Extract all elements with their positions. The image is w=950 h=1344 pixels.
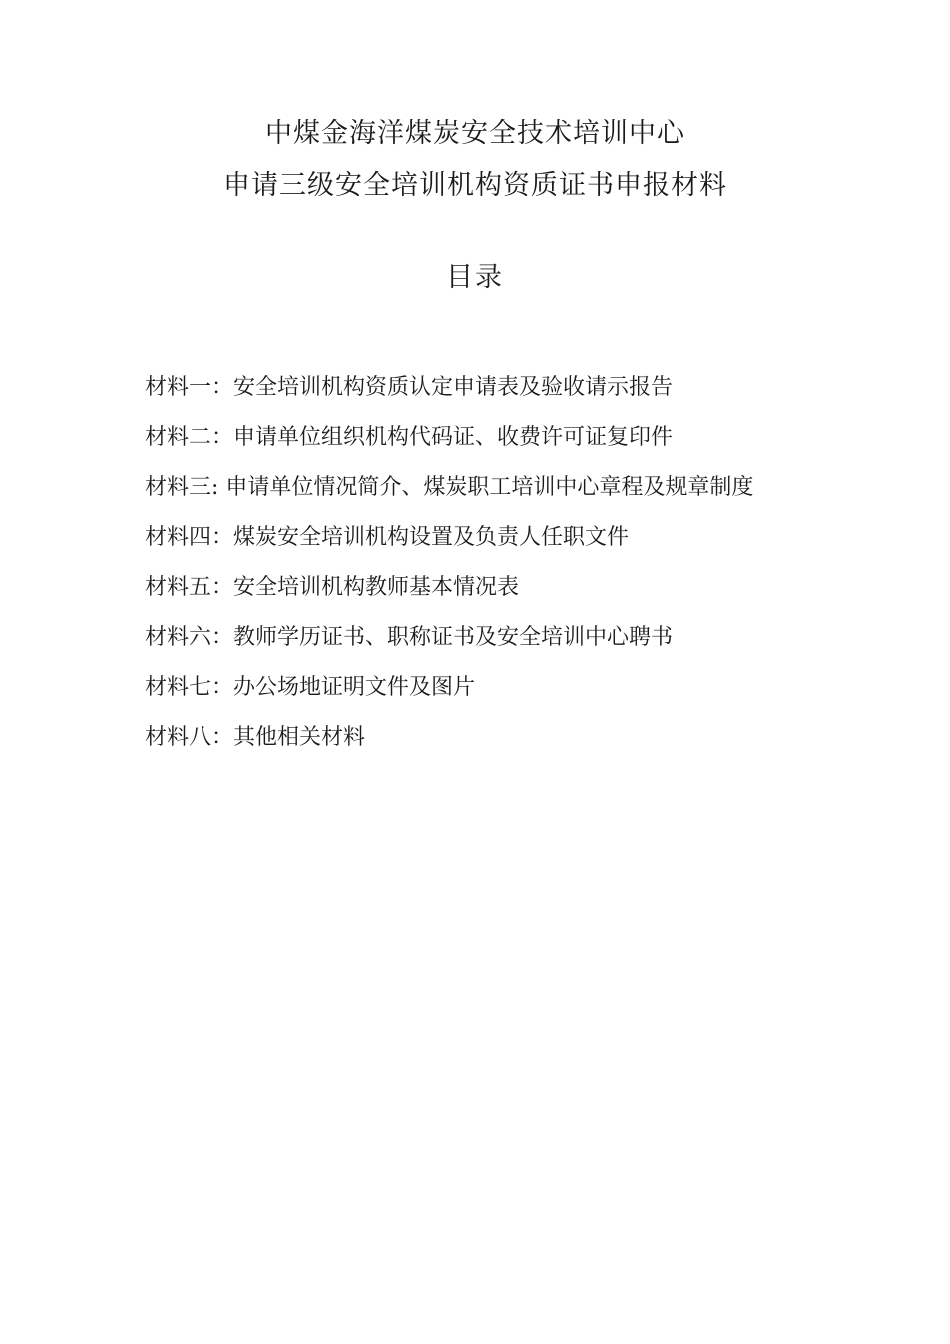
toc-item: 材料八：其他相关材料	[145, 725, 366, 750]
title-line-1: 中煤金海洋煤炭安全技术培训中心	[265, 118, 685, 149]
toc-item: 材料四：煤炭安全培训机构设置及负责人任职文件	[145, 525, 630, 550]
toc-item: 材料一：安全培训机构资质认定申请表及验收请示报告	[145, 375, 674, 400]
title-line-2: 申请三级安全培训机构资质证书申报材料	[223, 170, 727, 201]
document-title	[0, 108, 950, 212]
toc-item: 材料七：办公场地证明文件及图片	[145, 675, 476, 700]
toc-item: 材料六：教师学历证书、职称证书及安全培训中心聘书	[145, 625, 674, 650]
toc-heading: 目录	[446, 262, 504, 293]
toc-item: 材料三: 申请单位情况简介、煤炭职工培训中心章程及规章制度	[145, 475, 754, 500]
toc-item: 材料五：安全培训机构教师基本情况表	[145, 575, 520, 600]
toc-list	[145, 363, 845, 763]
toc-item: 材料二：申请单位组织机构代码证、收费许可证复印件	[145, 425, 674, 450]
